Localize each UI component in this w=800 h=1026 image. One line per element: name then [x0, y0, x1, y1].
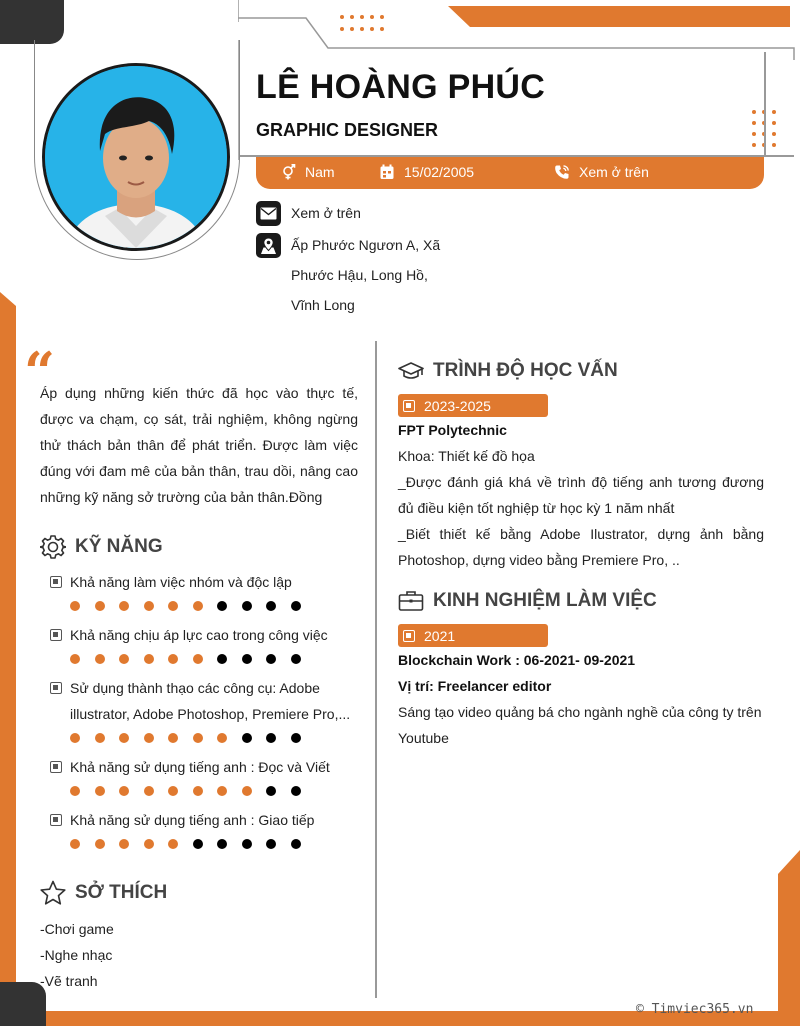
- rating-dot-empty: [242, 654, 252, 664]
- address-row: [256, 233, 440, 320]
- rating-dot-filled: [119, 839, 129, 849]
- gender-info: [280, 164, 335, 180]
- job-title: GRAPHIC DESIGNER: [256, 120, 439, 140]
- school-name: FPT Polytechnic: [398, 422, 507, 438]
- rating-dot-filled: [119, 654, 129, 664]
- corner-decoration-top-left: [0, 0, 64, 44]
- rating-dot-empty: [291, 654, 301, 664]
- rating-dot-filled: [144, 654, 154, 664]
- rating-dot-filled: [144, 839, 154, 849]
- email-icon: [256, 201, 281, 226]
- info-bar: [256, 157, 764, 189]
- rating-dot-filled: [70, 654, 80, 664]
- address-line: Ấp Phước Ngươn A, Xã: [291, 237, 441, 253]
- rating-dot-filled: [70, 733, 80, 743]
- skill-item: [50, 622, 370, 664]
- experience-details: [398, 647, 764, 751]
- address-line: Vĩnh Long: [291, 297, 355, 313]
- rating-dot-empty: [217, 839, 227, 849]
- rating-dot-filled: [144, 601, 154, 611]
- gender-value: Nam: [305, 164, 335, 180]
- skill-item: [50, 675, 370, 743]
- bullet-icon: [50, 629, 62, 641]
- skill-item: [50, 807, 370, 849]
- company-name: Blockchain Work : 06-2021- 09-2021: [398, 652, 636, 668]
- header-frame-lines: [238, 0, 800, 60]
- rating-dot-filled: [193, 786, 203, 796]
- education-heading-text: TRÌNH ĐỘ HỌC VẤN: [433, 360, 618, 381]
- phone-icon: [554, 164, 570, 180]
- rating-dot-filled: [217, 733, 227, 743]
- rating-dot-empty: [217, 654, 227, 664]
- education-period: 2023-2025: [424, 397, 491, 414]
- bullet-icon: [403, 630, 415, 642]
- skill-rating: [70, 654, 370, 664]
- hobby-item: -Vẽ tranh: [40, 973, 98, 989]
- rating-dot-filled: [95, 654, 105, 664]
- rating-dot-filled: [119, 733, 129, 743]
- skill-label: Khả năng làm việc nhóm và độc lập: [70, 574, 292, 590]
- skill-item: [50, 754, 370, 796]
- header-frame-right: [764, 52, 766, 156]
- rating-dot-empty: [193, 839, 203, 849]
- email-value: Xem ở trên: [291, 205, 361, 221]
- right-accent-strip: [778, 850, 800, 1026]
- bullet-icon: [50, 814, 62, 826]
- skill-label: Sử dụng thành thạo các công cụ: Adobe: [70, 680, 320, 696]
- profile-photo: [42, 63, 230, 251]
- rating-dot-empty: [291, 786, 301, 796]
- rating-dot-filled: [168, 601, 178, 611]
- education-line: _Được đánh giá khá về trình độ tiếng anh tương đương đủ điều kiện tốt nghiệp từ học kỳ 1 năm nhất: [398, 474, 764, 516]
- skill-label: Khả năng chịu áp lực cao trong công việc: [70, 627, 328, 643]
- rating-dot-filled: [119, 786, 129, 796]
- rating-dot-filled: [95, 786, 105, 796]
- candidate-name: LÊ HOÀNG PHÚC: [256, 68, 546, 106]
- rating-dot-filled: [168, 839, 178, 849]
- rating-dot-empty: [266, 733, 276, 743]
- rating-dot-filled: [144, 733, 154, 743]
- skills-heading: [40, 534, 163, 560]
- skill-label: Khả năng sử dụng tiếng anh : Giao tiếp: [70, 812, 315, 828]
- rating-dot-filled: [193, 601, 203, 611]
- skill-rating: [70, 786, 370, 796]
- skill-rating: [70, 839, 370, 849]
- calendar-icon: [379, 164, 395, 180]
- rating-dot-empty: [242, 733, 252, 743]
- rating-dot-filled: [242, 786, 252, 796]
- education-period-badge: [398, 394, 548, 417]
- hobbies-heading: [40, 880, 167, 906]
- rating-dot-filled: [70, 839, 80, 849]
- rating-dot-empty: [291, 733, 301, 743]
- position: Vị trí: Freelancer editor: [398, 678, 552, 694]
- rating-dot-filled: [95, 733, 105, 743]
- map-pin-icon: [256, 233, 281, 258]
- quote-icon: “: [24, 340, 56, 404]
- skill-label: Khả năng sử dụng tiếng anh : Đọc và Viết: [70, 759, 330, 775]
- rating-dot-filled: [70, 601, 80, 611]
- rating-dot-filled: [168, 733, 178, 743]
- gear-icon: [40, 534, 66, 560]
- career-summary: Áp dụng những kiến thức đã học vào thực tế, được va chạm, cọ sát, trải nghiệm, không ngừng thử thách bản thân để phát triển. Được làm việc đúng với đam mê của bản thân, trau dồi, nâng cao những kỹ năng sở trường của bản thân.Đồng: [40, 385, 358, 505]
- watermark: © Timviec365.vn: [636, 1002, 754, 1017]
- rating-dot-empty: [242, 601, 252, 611]
- rating-dot-filled: [70, 786, 80, 796]
- skill-rating: [70, 733, 370, 743]
- rating-dot-empty: [217, 601, 227, 611]
- rating-dot-empty: [266, 601, 276, 611]
- rating-dot-empty: [266, 839, 276, 849]
- skill-label: illustrator, Adobe Photoshop, Premiere Pro,...: [70, 706, 351, 722]
- phone-value: Xem ở trên: [579, 164, 649, 180]
- rating-dot-empty: [242, 839, 252, 849]
- rating-dot-filled: [217, 786, 227, 796]
- rating-dot-filled: [193, 733, 203, 743]
- education-line: _Biết thiết kế bằng Adobe Ilustrator, dựng ảnh bằng Photoshop, dựng video bằng Premiere Pro, ..: [398, 526, 764, 568]
- rating-dot-filled: [193, 654, 203, 664]
- hobby-item: -Nghe nhạc: [40, 947, 113, 963]
- bullet-icon: [50, 761, 62, 773]
- bullet-icon: [50, 576, 62, 588]
- email-row: [256, 201, 361, 228]
- experience-heading-text: KINH NGHIỆM LÀM VIỆC: [433, 590, 657, 611]
- rating-dot-filled: [144, 786, 154, 796]
- rating-dot-filled: [119, 601, 129, 611]
- graduation-cap-icon: [398, 358, 424, 384]
- skill-item: [50, 569, 370, 611]
- education-line: Khoa: Thiết kế đồ họa: [398, 448, 535, 464]
- hobbies-heading-text: SỞ THÍCH: [75, 882, 168, 903]
- education-details: [398, 417, 764, 573]
- experience-period-badge: [398, 624, 548, 647]
- address-value: [291, 230, 440, 320]
- dot-pattern-top: [340, 15, 384, 31]
- birthdate-info: [379, 164, 474, 180]
- gender-icon: [280, 164, 296, 180]
- star-icon: [40, 880, 66, 906]
- bullet-icon: [50, 682, 62, 694]
- birthdate-value: 15/02/2005: [404, 164, 475, 180]
- rating-dot-filled: [95, 601, 105, 611]
- education-heading: [398, 358, 618, 384]
- left-accent-strip: [0, 292, 16, 1026]
- rating-dot-empty: [266, 786, 276, 796]
- bullet-icon: [403, 400, 415, 412]
- briefcase-icon: [398, 588, 424, 614]
- hobbies-list: [40, 916, 114, 994]
- rating-dot-filled: [168, 654, 178, 664]
- rating-dot-empty: [291, 839, 301, 849]
- hobby-item: -Chơi game: [40, 921, 114, 937]
- experience-period: 2021: [424, 627, 456, 644]
- rating-dot-filled: [95, 839, 105, 849]
- experience-heading: [398, 588, 657, 614]
- experience-description: Sáng tạo video quảng bá cho ngành nghề của công ty trên Youtube: [398, 704, 762, 746]
- address-line: Phước Hậu, Long Hồ,: [291, 267, 428, 283]
- phone-info: [554, 164, 649, 180]
- skill-rating: [70, 601, 370, 611]
- rating-dot-filled: [168, 786, 178, 796]
- skills-heading-text: KỸ NĂNG: [75, 536, 163, 557]
- rating-dot-empty: [266, 654, 276, 664]
- rating-dot-empty: [291, 601, 301, 611]
- column-divider: [375, 341, 377, 998]
